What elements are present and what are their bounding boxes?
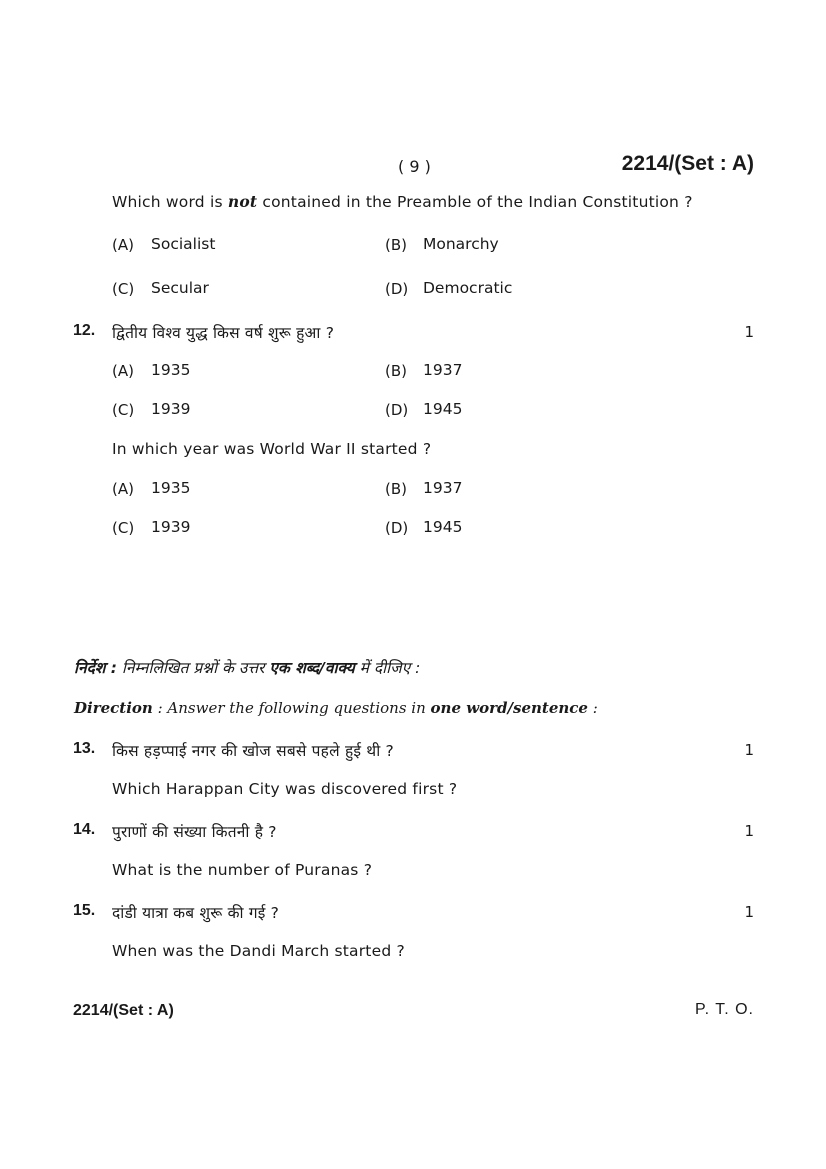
q12-hi-option-d-text: 1945 — [423, 400, 463, 418]
q15-hindi-text: दांडी यात्रा कब शुरू की गई ? — [112, 904, 280, 922]
q11-option-a-text: Socialist — [151, 235, 216, 253]
q12-en-option-a-text: 1935 — [151, 479, 191, 497]
q12-hi-option-b-letter: (B) — [385, 362, 407, 380]
q13-marks: 1 — [744, 741, 754, 759]
q12-hi-option-d-letter: (D) — [385, 401, 409, 419]
q14-english-text: What is the number of Puranas ? — [112, 861, 373, 879]
q15-english-text: When was the Dandi March started ? — [112, 942, 405, 960]
q12-hindi-text: द्वितीय विश्व युद्ध किस वर्ष शुरू हुआ ? — [112, 324, 335, 342]
paper-code-header: 2214/(Set : A) — [621, 152, 754, 175]
q12-en-option-d-letter: (D) — [385, 519, 409, 537]
q11-english-text: Which word is not contained in the Preamble of the Indian Constitution ? — [112, 192, 693, 211]
q14-hindi-text: पुराणों की संख्या कितनी है ? — [112, 823, 277, 841]
q12-hi-option-a-letter: (A) — [112, 362, 134, 380]
q12-en-option-b-text: 1937 — [423, 479, 463, 497]
q12-en-option-c-text: 1939 — [151, 518, 191, 536]
q11-option-c-letter: (C) — [112, 280, 135, 298]
please-turn-over: P. T. O. — [695, 1001, 754, 1018]
q15-marks: 1 — [744, 903, 754, 921]
direction-hindi: निर्देश : निम्नलिखित प्रश्नों के उत्तर एक शब्द/वाक्य में दीजिए : — [74, 659, 421, 677]
q12-hi-option-b-text: 1937 — [423, 361, 463, 379]
q12-english-text: In which year was World War II started ? — [112, 440, 432, 458]
q12-hi-option-c-letter: (C) — [112, 401, 135, 419]
q12-en-option-d-text: 1945 — [423, 518, 463, 536]
q13-hindi-text: किस हड़प्पाई नगर की खोज सबसे पहले हुई थी ? — [112, 742, 394, 760]
q12-number: 12. — [73, 322, 96, 339]
q12-en-option-c-letter: (C) — [112, 519, 135, 537]
direction-english: Direction : Answer the following questions in one word/sentence : — [74, 699, 598, 717]
q12-en-option-b-letter: (B) — [385, 480, 407, 498]
page-number: ( 9 ) — [398, 157, 431, 176]
q12-en-option-a-letter: (A) — [112, 480, 134, 498]
paper-code-footer: 2214/(Set : A) — [73, 1002, 174, 1019]
q12-marks: 1 — [744, 323, 754, 341]
q15-number: 15. — [73, 902, 96, 919]
q12-hi-option-c-text: 1939 — [151, 400, 191, 418]
q11-option-d-text: Democratic — [423, 279, 513, 297]
q11-option-c-text: Secular — [151, 279, 209, 297]
q13-english-text: Which Harappan City was discovered first ? — [112, 780, 458, 798]
q14-marks: 1 — [744, 822, 754, 840]
q11-option-a-letter: (A) — [112, 236, 134, 254]
q12-hi-option-a-text: 1935 — [151, 361, 191, 379]
q11-option-b-letter: (B) — [385, 236, 407, 254]
q13-number: 13. — [73, 740, 96, 757]
q11-option-d-letter: (D) — [385, 280, 409, 298]
q11-option-b-text: Monarchy — [423, 235, 499, 253]
q14-number: 14. — [73, 821, 96, 838]
